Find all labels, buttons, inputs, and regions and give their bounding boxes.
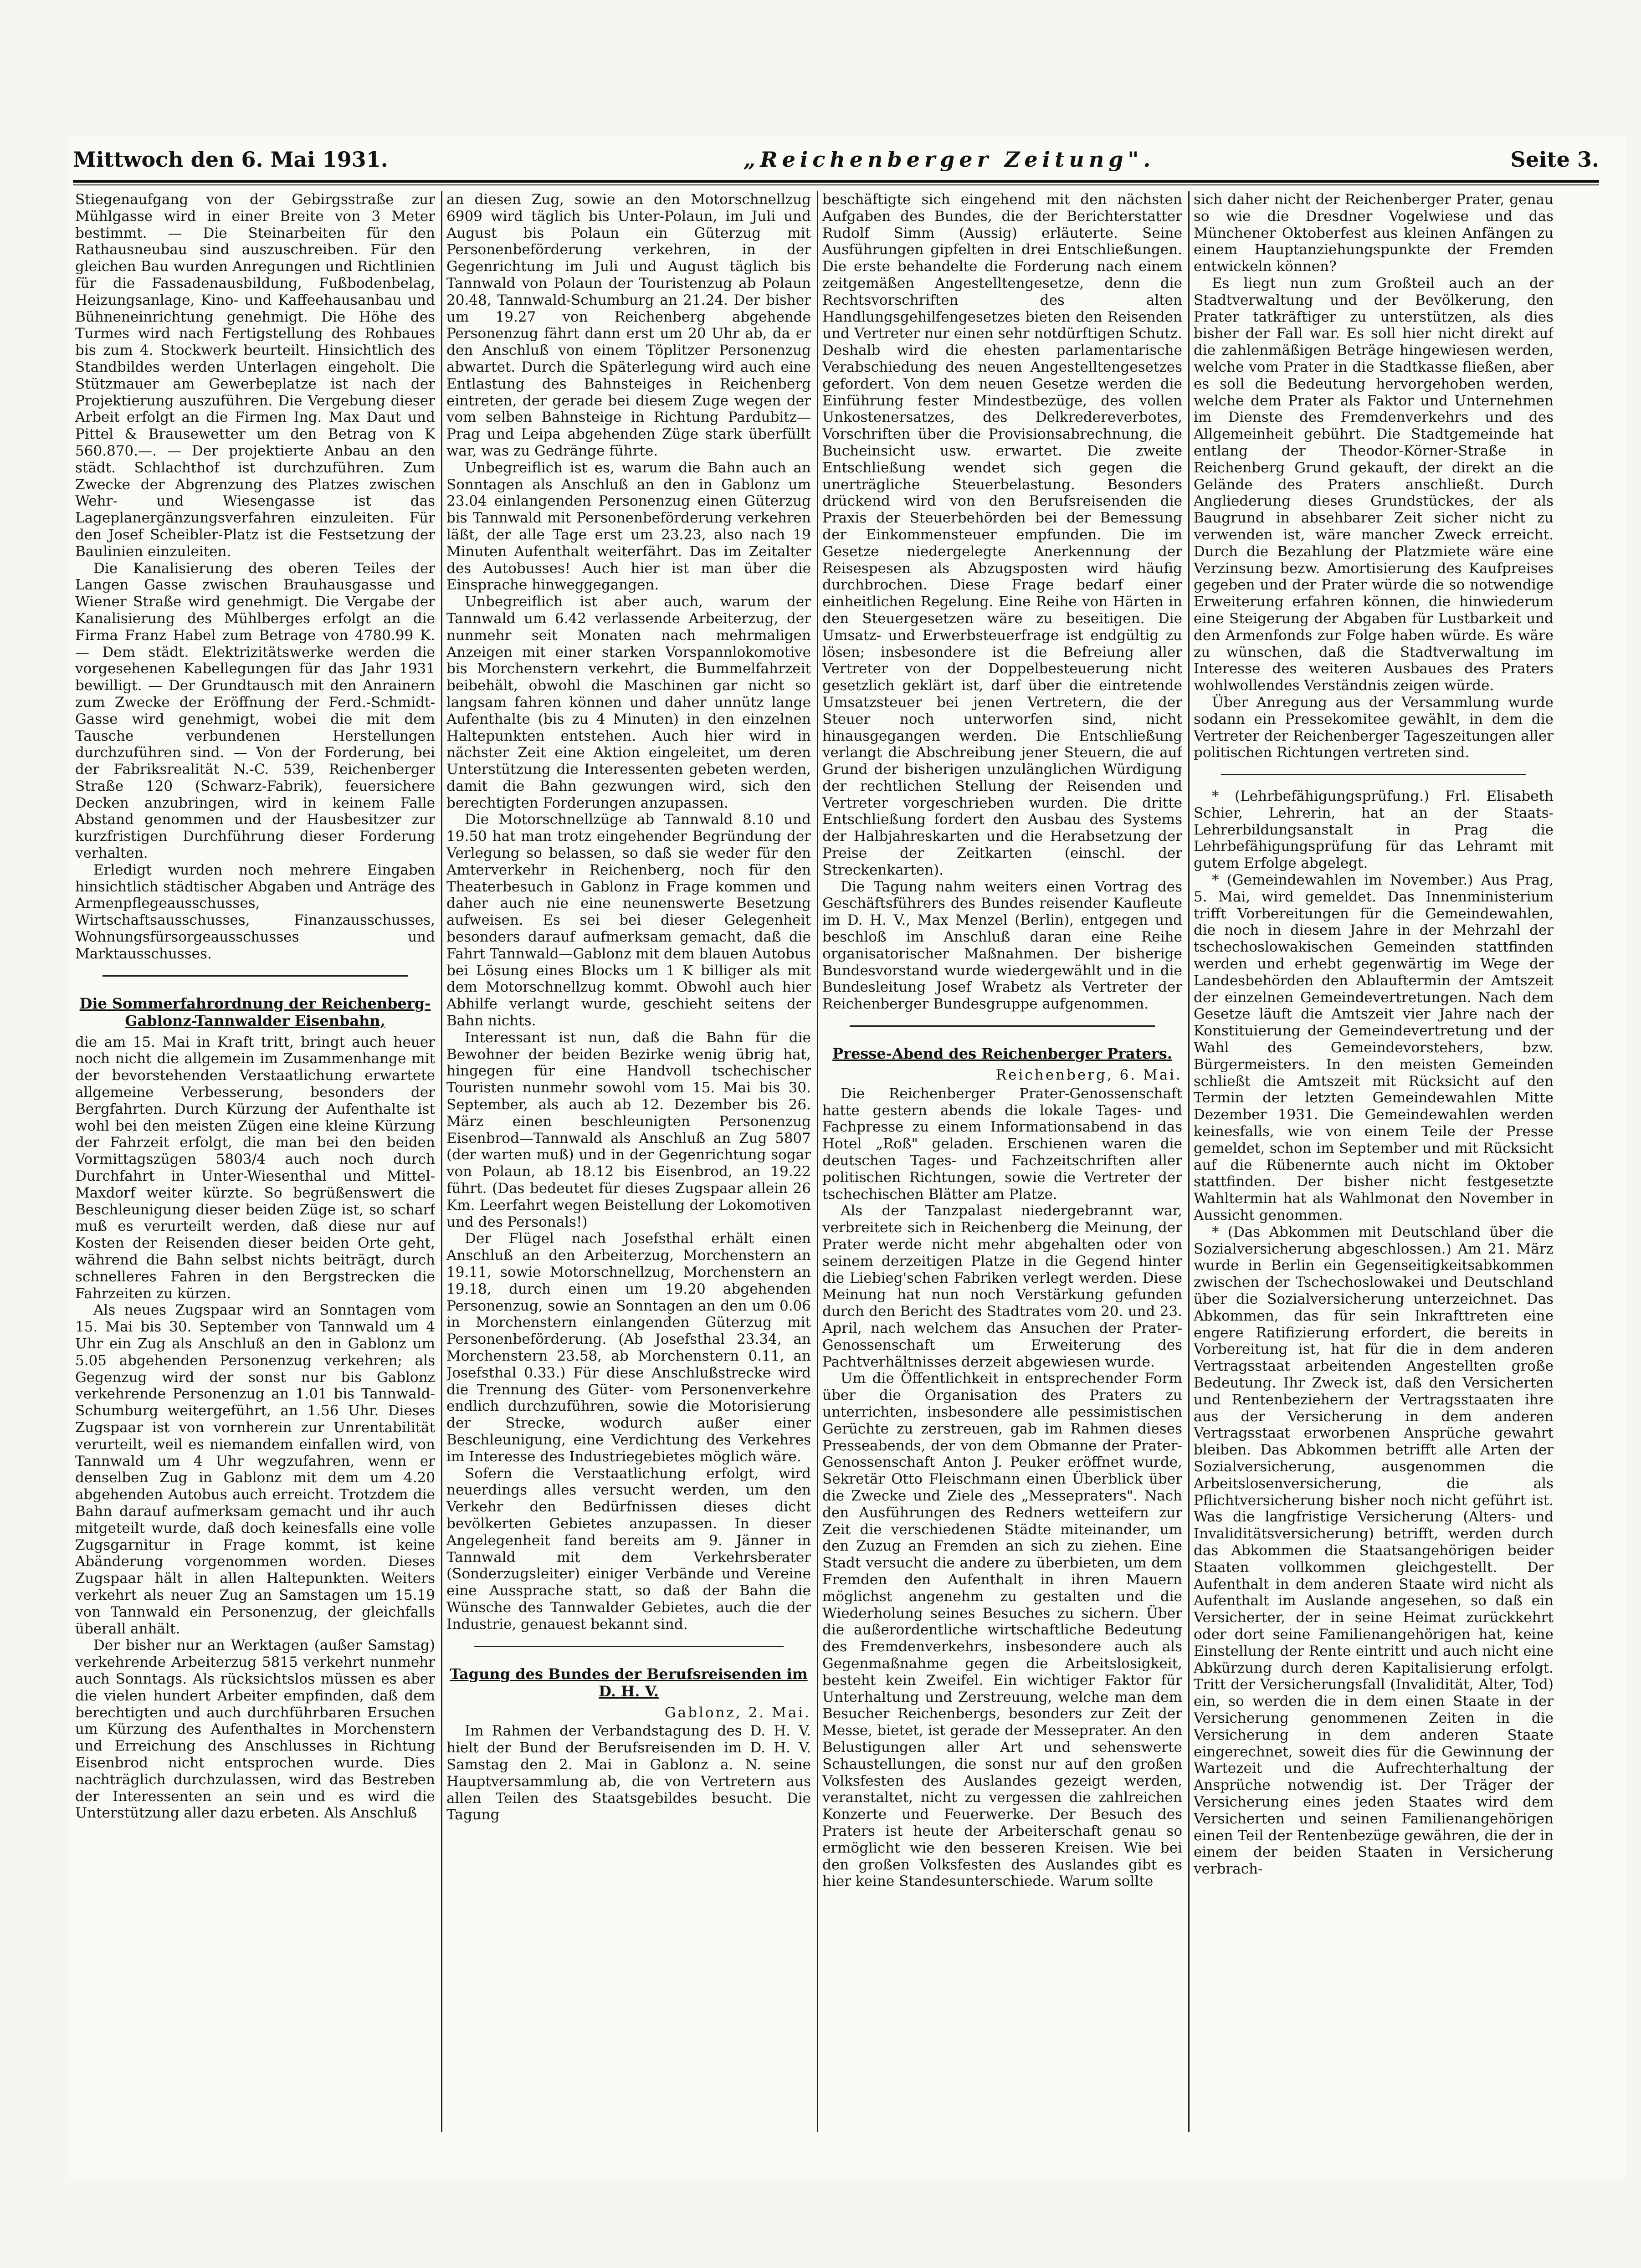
- paragraph: Als der Tanzpalast niedergebrannt war, verbreitete sich in Reichenberg die Meinung, der Prater werde nicht mehr abgehalten oder von seinem derzeitigen Platze in die Gegend hinter die Liebieg'schen Fabriken verlegt werden. Diese Meinung hat nun noch Verstärkung gefunden durch den Bericht des Stadtrates vom 20. und 23. April, nach welchem das Ansuchen der Prater-Genossenschaft um Erweiterung des Pachtverhältnisses derzeit abgewiesen wurde.: [822, 1203, 1182, 1370]
- paragraph: Über Anregung aus der Versammlung wurde sodann ein Pressekomitee gewählt, in dem die Vertreter der Reichenberger Tageszeitungen aller politischen Richtungen vertreten sind.: [1194, 694, 1554, 761]
- paragraph: Sofern die Verstaatlichung erfolgt, wird neuerdings alles versucht werden, um den Verkehr den Bedürfnissen dieses dicht bevölkerten Gebietes anzupassen. In dieser Angelegenheit fand bereits am 9. Jänner in Tannwald mit dem Verkehrsberater (Sonderzugsleiter) einiger Verbände und Vereine eine Aussprache statt, so daß der Bahn die Wünsche des Tannwalder Gebietes, auch die der Industrie, genauest bekannt sind.: [446, 1465, 811, 1633]
- paragraph: Die Kanalisierung des oberen Teiles der Langen Gasse zwischen Brauhausgasse und Wiener Straße wird genehmigt. Die Vergabe der Kanalisierung des Mühlberges erfolgt an die Firma Franz Habel zum Betrage von 4780.99 K. — Dem städt. Elektrizitätswerke werden die vorgesehenen Kabellegungen für das Jahr 1931 bewilligt. — Der Grundtausch mit den Anrainern zum Zwecke der Eröffnung der Ferd.-Schmidt-Gasse wird genehmigt, wobei die mit dem Tausche verbundenen Herstellungen durchzuführen sind. — Von der Forderung, bei der Fabriksrealität N.-C. 539, Reichenberger Straße 120 (Schwarz-Fabrik), feuersichere Decken anzubringen, wird in keinem Falle Abstand genommen und der Hausbesitzer zur kurzfristigen Durchführung dieser Forderung verhalten.: [75, 560, 435, 862]
- paragraph: Es liegt nun zum Großteil auch an der Stadtverwaltung und der Bevölkerung, den Prater tatkräftiger zu unterstützen, als dies bisher der Fall war. Es soll hier nicht direkt auf die zahlenmäßigen Beträge hingewiesen werden, welche vom Prater in die Stadtkasse fließen, aber es soll die Bedeutung hervorgehoben werden, welche dem Prater als Faktor und Unternehmen im Dienste des Fremdenverkehrs und des Allgemeinheit gebührt. Die Stadtgemeinde hat entlang der Theodor-Körner-Straße in Reichenberg Grund gekauft, der direkt an die Gelände des Praters anschließt. Durch Angliederung dieses Grundstückes, der als Baugrund in absehbarer Zeit sicher nicht zu verwenden ist, wäre mancher Zweck erreicht. Durch die Bezahlung der Platzmiete wäre eine Verzinsung bezw. Amortisierung des Kaufpreises gegeben und der Prater würde die so notwendige Erweiterung erfahren können, die hinwiederum eine Steigerung der Abgaben für Lustbarkeit und den Armenfonds zur Folge haben würde. Es wäre zu wünschen, daß die Stadtverwaltung im Interesse des weiteren Ausbaues des Praters wohlwollendes Verständnis zeigen würde.: [1194, 275, 1554, 694]
- paragraph: Der bisher nur an Werktagen (außer Samstag) verkehrende Arbeiterzug 5815 verkehrt nunmehr auch Sonntags. Als rücksichtslos müssen es aber die vielen hundert Arbeiter empfinden, daß dem berechtigten und auch durchführbaren Ersuchen um Kürzung des Aufenthaltes in Morchenstern und Erreichung des Anschlusses in Richtung Eisenbrod nicht entsprochen wurde. Dies nachträglich durchzulassen, wird das Bestreben der Interessenten an sein und es wird die Unterstützung aller dazu erbeten. Als Anschluß: [75, 1637, 435, 1822]
- dateline: Gablonz, 2. Mai.: [664, 1704, 811, 1721]
- column-rule: [817, 191, 818, 2132]
- paragraph: Stiegenaufgang von der Gebirgsstraße zur Mühlgasse wird in einer Breite von 3 Meter bestimmt. — Die Steinarbeiten für den Rathausneubau sind auszuschreiben. Für den gleichen Bau wurden Anregungen und Richtlinien für die Fassadenausbildung, Fußbodenbelag, Heizungsanlage, Kino- und Kaffeehausanbau und Bühneneinrichtung genehmigt. Die Höhe des Turmes wird nach Fertigstellung des Rohbaues bis zum 4. Stockwerk beurteilt. Hinsichtlich des Standbildes werden Unterlagen eingeholt. Die Stützmauer am Gewerbeplatze ist nach der Projektierung auszuführen. Die Vergebung dieser Arbeit erfolgt an die Firmen Ing. Max Daut und Pittel & Brausewetter um den Betrag von K 560.870.—. — Der projektierte Anbau an den städt. Schlachthof ist durchzuführen. Zum Zwecke der Abgrenzung des Platzes zwischen Wehr- und Wiesengasse ist das Lageplanergänzungsverfahren einzuleiten. Für den Josef Scheibler-Platz ist die Festsetzung der Baulinien einzuleiten.: [75, 191, 435, 560]
- dateline: Reichenberg, 6. Mai.: [995, 1067, 1182, 1084]
- paragraph: Als neues Zugspaar wird an Sonntagen vom 15. Mai bis 30. September von Tannwald um 4 Uhr ein Zug als Anschluß an den in Gablonz um 5.05 abgehenden Personenzug verkehren; als Gegenzug wird der sonst nur bis Gablonz verkehrende Personenzug an 1.01 bis Tannwald-Schumburg weitergeführt, an 1.56 Uhr. Dieses Zugspaar ist von vornherein zur Unrentabilität verurteilt, weil es niemandem einfallen wird, von Tannwald um 4 Uhr wegzufahren, wenn er denselben Zug in Gablonz mit dem um 4.20 abgehenden Autobus auch erreicht. Trotzdem die Bahn darauf aufmerksam gemacht und ihr auch mitgeteilt wurde, daß doch keinesfalls eine volle Zugsgarnitur in Frage kommt, ist keine Abänderung vorgenommen worden. Dieses Zugspaar hält in allen Haltepunkten. Weiters verkehrt als neuer Zug an Samstagen um 15.19 von Tannwald ein Personenzug, der gleichfalls überall anhält.: [75, 1302, 435, 1637]
- divider: [103, 975, 408, 977]
- paragraph: Die Tagung nahm weiters einen Vortrag des Geschäftsführers des Bundes reisender Kaufleute im D. H. V., Max Menzel (Berlin), entgegen und beschloß im Anschluß daran eine Reihe organisatorischer Maßnahmen. Der bisherige Bundesvorstand wurde wiedergewählt und in die Bundesleitung Josef Wrabetz als Vertreter der Reichenberger Bundesgruppe aufgenommen.: [822, 878, 1182, 1013]
- column-rule: [441, 191, 442, 2132]
- column-3: [822, 191, 1182, 2141]
- news-item: * (Gemeindewahlen im November.) Aus Prag, 5. Mai, wird gemeldet. Das Innenministerium trifft Vorbereitungen für die Gemeindewahlen, die noch in diesem Jahre in der Mehrzahl der tschechoslowakischen Gemeinden stattfinden werden und erhebt gegenwärtig im Wege der Landesbehörden den Ablauftermin der Amtszeit der einzelnen Gemeindevertretungen. Nach dem Gesetze läuft die Amtszeit vier Jahre nach der Konstituierung der Gemeindevertretung und der Wahl des Gemeindevorstehers, bzw. Bürgermeisters. In den meisten Gemeinden schließt die Amtszeit mit Rücksicht auf den Termin der letzten Gemeindewahlen Mitte Dezember 1931. Die Gemeindewahlen werden keinesfalls, wie von einem Teile der Presse gemeldet, schon im September und mit Rücksicht auf die Rübenernte auch nicht im Oktober stattfinden. Der bisher nicht festgesetzte Wahltermin hat als Wahlmonat den November in Aussicht genommen.: [1194, 872, 1554, 1224]
- paragraph: sich daher nicht der Reichenberger Prater, genau so wie die Dresdner Vogelwiese und das Münchener Oktoberfest aus kleinen Anfängen zu einem Hauptanziehungspunkte der Fremden entwickeln können?: [1194, 191, 1554, 275]
- header-rule-thin: [73, 184, 1599, 185]
- paragraph: Unbegreiflich ist aber auch, warum der Tannwald um 6.42 verlassende Arbeiterzug, der nunmehr seit Monaten nach mehrmaligen Anzeigen mit einer starken Vorspannlokomotive bis Morchenstern verkehrt, die Bummelfahrzeit beibehält, obwohl die Maschinen gar nicht so langsam fahren können und daher unnütz lange Aufenthalte (bis zu 4 Minuten) in den einzelnen Haltepunkten entstehen. Auch hier wird in nächster Zeit eine Aktion eingeleitet, um deren Unterstützung die Interessenten gebeten werden, damit die Bahn gezwungen wird, sich den berechtigten Forderungen anzupassen.: [446, 594, 811, 811]
- paragraph: Der Flügel nach Josefsthal erhält einen Anschluß an den Arbeiterzug, Morchenstern an 19.11, sowie Motorschnellzug, Morchenstern an 19.18, durch einen um 19.20 abgehenden Personenzug, sowie an Sonntagen an den um 0.06 in Morchenstern einlangenden Güterzug mit Personenbeförderung. (Ab Josefsthal 23.34, an Morchenstern 23.58, ab Morchenstern 0.11, an Josefsthal 0.33.) Für diese Anschlußstrecke wird die Trennung des Güter- vom Personenverkehre endlich durchzuführen, sowie die Motorisierung der Strecke, wodurch außer einer Beschleunigung, eine Verdichtung des Verkehres im Interesse des Industriegebietes möglich wäre.: [446, 1230, 811, 1465]
- column-4: [1194, 191, 1554, 2141]
- paragraph: Interessant ist nun, daß die Bahn für die Bewohner der beiden Bezirke wenig übrig hat, hingegen für eine Handvoll tschechischer Touristen nunmehr sowohl vom 15. Mai bis 30. September, als auch ab 12. Dezember bis 26. März einen beschleunigten Personenzug Eisenbrod—Tannwald als Anschluß an Zug 5807 (der warten muß) und in der Gegenrichtung sogar von Polaun, ab 18.12 bis Eisenbrod, an 19.22 führt. (Das bedeutet für dieses Zugspaar allein 26 Km. Leerfahrt wegen Beistellung der Lokomotiven und des Personals!): [446, 1029, 811, 1230]
- page-number: Seite 3.: [1510, 147, 1599, 172]
- header-rule: [73, 180, 1599, 183]
- article-headline: Die Sommerfahrordnung der Reichenberg-Gablonz-Tannwalder Eisenbahn,: [79, 994, 431, 1029]
- column-1: [75, 191, 435, 2141]
- divider: [474, 1646, 784, 1647]
- paragraph: an diesen Zug, sowie an den Motorschnellzug 6909 wird täglich bis Unter-Polaun, im Juli und August bis Polaun ein Güterzug mit Personenbeförderung verkehren, in der Gegenrichtung im Juli und August täglich bis Tannwald von Polaun der Touristenzug ab Polaun 20.48, Tannwald-Schumburg an 21.24. Der bisher um 19.27 von Reichenberg abgehende Personenzug fährt dann erst um 20 Uhr ab, da er den Anschluß von einem Töplitzer Personenzug abwartet. Durch die Späterlegung wird auch eine Entlastung des Bahnsteiges in Reichenberg eintreten, der gerade bei diesem Zuge wegen der vom selben Bahnsteige in Richtung Pardubitz—Prag und Leipa abgehenden Züge stark überfüllt war, was zu Gedränge führte.: [446, 191, 811, 459]
- paragraph: Die Motorschnellzüge ab Tannwald 8.10 und 19.50 hat man trotz eingehender Begründung der Verlegung so belassen, so daß sie weder für den Amterverkehr in Reichenberg, noch für den Theaterbesuch in Gablonz in Frage kommen und daher auch nie eine neunenswerte Besetzung aufweisen. Es sei bei dieser Gelegenheit besonders darauf aufmerksam gemacht, daß die Fahrt Tannwald—Gablonz mit dem blauen Autobus bei Lösung eines Blocks um 1 K billiger als mit dem Motorschnellzug kommt. Obwohl auch hier Abhilfe verlangt wurde, geschieht seitens der Bahn nichts.: [446, 811, 811, 1029]
- newspaper-title: „Reichenberger Zeitung".: [743, 147, 1155, 172]
- paragraph: die am 15. Mai in Kraft tritt, bringt auch heuer noch nicht die allgemein im Zusammenhange mit der bevorstehenden Verstaatlichung erwartete allgemeine Verbesserung, besonders der Bergfahrten. Durch Kürzung der Aufenthalte ist wohl bei den meisten Zügen eine kleine Kürzung der Fahrzeit erfolgt, die man bei den beiden Vormittagszügen 5803/4 auch noch durch Durchfahrt in Unter-Wiesenthal und Mittel-Maxdorf weiter kürzte. So begrüßenswert die Beschleunigung dieser beiden Züge ist, so scharf muß es verurteilt werden, daß diese nur auf Kosten der Reisenden dieser beiden Orte geht, während die Bahn selbst nichts beiträgt, durch schnelleres Fahren in den Bergstrecken die Fahrzeiten zu kürzen.: [75, 1034, 435, 1302]
- paragraph: Unbegreiflich ist es, warum die Bahn auch an Sonntagen als Anschluß an den in Gablonz um 23.04 einlangenden Personenzug einen Güterzug bis Tannwald mit Personenbeförderung verkehren läßt, der alle Tage erst um 23.23, also nach 19 Minuten Aufenthalt weiterfährt. Das im Zeitalter des Autobusses! Auch hier ist man über die Einsprache hinweggegangen.: [446, 459, 811, 594]
- paragraph: Erledigt wurden noch mehrere Eingaben hinsichtlich städtischer Abgaben und Anträge des Armenpflegeausschusses, Wirtschaftsausschusses, Finanzausschusses, Wohnungsfürsorgeausschusses und Marktausschusses.: [75, 861, 435, 962]
- news-item: * (Lehrbefähigungsprüfung.) Frl. Elisabeth Schier, Lehrerin, hat an der Staats-Lehrerbildungsanstalt in Prag die Lehrbefähigungsprüfung für das Lehramt mit gutem Erfolge abgelegt.: [1194, 788, 1554, 872]
- divider: [850, 1025, 1155, 1027]
- paragraph: Im Rahmen der Verbandstagung des D. H. V. hielt der Bund der Berufsreisenden im D. H. V. Samstag den 2. Mai in Gablonz a. N. seine Hauptversammlung ab, die von Vertretern aus allen Teilen des Staatsgebildes besucht. Die Tagung: [446, 1723, 811, 1823]
- paragraph: beschäftigte sich eingehend mit den nächsten Aufgaben des Bundes, die der Berichterstatter Rudolf Simm (Aussig) erläuterte. Seine Ausführungen gipfelten in drei Entschließungen. Die erste behandelte die Forderung nach einem zeitgemäßen Angestelltengesetze, denn die Rechtsvorschriften des alten Handlungsgehilfengesetzes bieten den Reisenden und Vertreter nur einen sehr notdürftigen Schutz. Deshalb wird die ehesten parlamentarische Verabschiedung des neuen Angestelltengesetzes gefordert. Von dem neuen Gesetze werden die Einführung fester Mindestbezüge, des vollen Unkostenersatzes, des Delkredereverbotes, Vorschriften über die Provisionsabrechnung, die Bucheinsicht usw. erwartet. Die zweite Entschließung wendet sich gegen die unerträgliche Steuerbelastung. Besonders drückend wird von den Berufsreisenden die Praxis der Steuerbehörden bei der Bemessung der Einkommensteuer empfunden. Die im Gesetze niedergelegte Anerkennung der Reisespesen als Abzugsposten wird häufig durchbrochen. Diese Frage bedarf einer einheitlichen Regelung. Eine Reihe von Härten in den Steuergesetzen wäre zu beseitigen. Die Umsatz- und Erwerbsteuerfrage ist endgültig zu lösen; insbesondere ist die Befreiung aller Vertreter von der Doppelbesteuerung nicht gesetzlich geklärt ist, darf über die eintretende Umsatzsteuer bei jenen Vertretern, die der Steuer noch unterworfen sind, nicht hinausgegangen werden. Die Entschließung verlangt die Abschreibung jener Steuern, die auf Grund der bisherigen unzulänglichen Würdigung der rechtlichen Stellung der Reisenden und Vertreter vorgeschrieben wurden. Die dritte Entschließung fordert den Ausbau des Systems der Halbjahreskarten und die Herabsetzung der Preise der Zeitkarten (einschl. der Streckenkarten).: [822, 191, 1182, 878]
- article-headline: Tagung des Bundes der Berufsreisenden im D. H. V.: [450, 1665, 808, 1700]
- issue-date: Mittwoch den 6. Mai 1931.: [73, 147, 388, 172]
- column-rule: [1188, 191, 1190, 2132]
- column-2: [446, 191, 811, 2141]
- paragraph: Um die Öffentlichkeit in entsprechender Form über die Organisation des Praters zu unterrichten, insbesondere alle pessimistischen Gerüchte zu zerstreuen, gab im Rahmen dieses Presseabends, der von dem Obmanne der Prater-Genossenschaft Anton J. Peuker eröffnet wurde, Sekretär Otto Fleischmann einen Überblick über die Zwecke und Ziele des „Messepraters". Nach den Ausführungen des Redners wetteifern zur Zeit die verschiedenen Städte miteinander, um den Zuzug an Fremden an sich zu ziehen. Eine Stadt versucht die andere zu überbieten, um dem Fremden den Aufenthalt in ihren Mauern möglichst angenehm zu gestalten und die Wiederholung seines Besuches zu sichern. Über die außerordentliche wirtschaftliche Bedeutung des Fremdenverkehrs, insbesondere auch als Gegenmaßnahme gegen die Arbeitslosigkeit, besteht kein Zweifel. Ein wichtiger Faktor für Unterhaltung und Zerstreuung, welche man dem Besucher Reichenbergs, besonders zur Zeit der Messe, bietet, ist gerade der Messeprater. An den Belustigungen aller Art und sehenswerte Schaustellungen, die sonst nur auf den großen Volksfesten des Auslandes gezeigt werden, veranstaltet, nicht zu vergessen die zahlreichen Konzerte und Feuerwerke. Der Besuch des Praters ist heute der Arbeiterschaft genau so ermöglicht wie den besseren Kreisen. Wie bei den großen Volksfesten des Auslandes gibt es hier keine Standesunterschiede. Warum sollte: [822, 1370, 1182, 1890]
- divider: [1221, 774, 1526, 775]
- page-header: [73, 141, 1599, 178]
- article-headline: Presse-Abend des Reichenberger Praters.: [832, 1045, 1172, 1063]
- news-item: * (Das Abkommen mit Deutschland über die Sozialversicherung abgeschlossen.) Am 21. März wurde in Berlin ein Gegenseitigkeitsabkommen zwischen der Tschechoslowakei und Deutschland über die Sozialversicherung unterzeichnet. Das Abkommen, das für sein Inkrafttreten eine engere Ratifizierung erfordert, die bereits in Vorbereitung ist, hat für die in dem anderen Vertragsstaat arbeitenden Angestellten große Bedeutung. Ihr Zweck ist, daß den Versicherten und Rentenbeziehern der Vertragsstaaten ihre aus der Versicherung in dem anderen Vertragsstaat erworbenen Ansprüche gewahrt bleiben. Das Abkommen betrifft alle Arten der Sozialversicherung, ausgenommen die Arbeitslosenversicherung, die als Pflichtversicherung bisher noch nicht geführt ist. Was die langfristige Versicherung (Alters- und Invaliditätsversicherung) betrifft, werden durch das Abkommen die Staatsangehörigen beider Staaten vollkommen gleichgestellt. Der Aufenthalt in dem anderen Staate wird nicht als Aufenthalt im Auslande angesehen, so daß ein Versicherter, der in seine Heimat zurückkehrt oder dort seine Familienangehörigen hat, keine Einstellung der Rente eintritt und auch nicht eine Abkürzung durch deren Kapitalisierung erfolgt. Tritt der Versicherungsfall (Invalidität, Alter, Tod) ein, so werden die in dem einen Staate in der Versicherung genommenen Zeiten in die Versicherung in dem anderen Staate eingerechnet, soweit dies für die Gewinnung der Wartezeit und die Aufrechterhaltung der Ansprüche notwendig ist. Der Träger der Versicherung eines jeden Staates wird dem Versicherten und seinen Familienangehörigen einen Teil der Rentenbezüge gewähren, die der in einem der beiden Staaten in Versicherung verbrach-: [1194, 1224, 1554, 1878]
- paragraph: Die Reichenberger Prater-Genossenschaft hatte gestern abends die lokale Tages- und Fachpresse zu einem Informationsabend in das Hotel „Roß" geladen. Erschienen waren die deutschen Tages- und Fachzeitschriften aller politischen Richtungen, sowie die Vertreter der tschechischen Blätter am Platze.: [822, 1085, 1182, 1203]
